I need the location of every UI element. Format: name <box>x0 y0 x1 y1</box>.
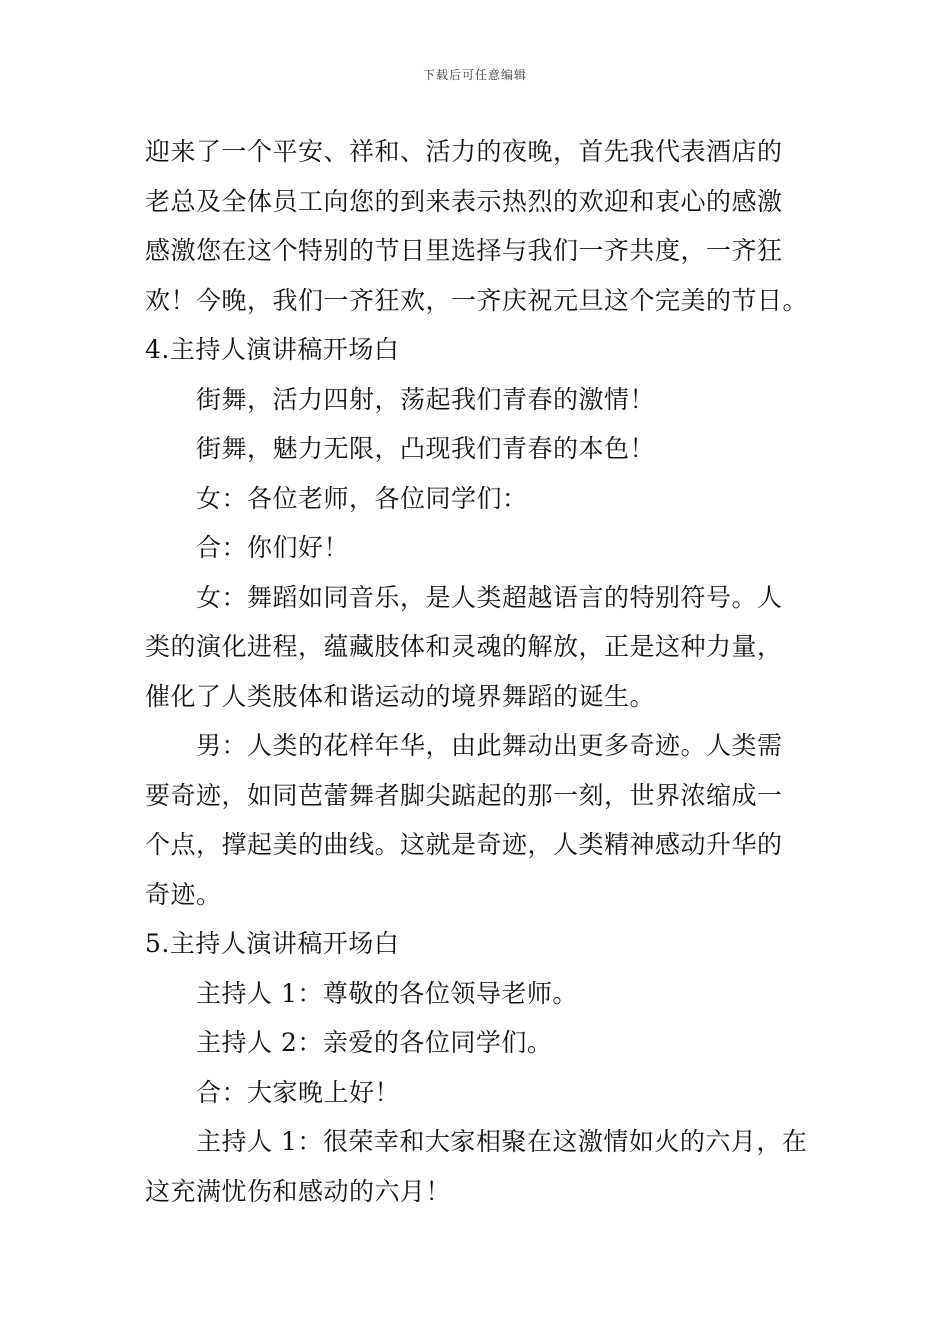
text-line: 个点，撑起美的曲线。这就是奇迹，人类精神感动升华的 <box>145 830 783 859</box>
text-line: 街舞，魅力无限，凸现我们青春的本色！ <box>196 434 656 463</box>
text-line: 奇迹。 <box>145 879 222 909</box>
text-line: 类的演化进程，蕴藏肢体和灵魂的解放，正是这种力量， <box>145 632 783 661</box>
text-line: 感激您在这个特别的节日里选择与我们一齐共度，一齐狂 <box>145 236 783 265</box>
text-line: 欢！今晚，我们一齐狂欢，一齐庆祝元旦这个完美的节日。 <box>145 285 809 315</box>
text-line: 迎来了一个平安、祥和、活力的夜晚，首先我代表酒店的 <box>145 137 783 166</box>
text-line: 老总及全体员工向您的到来表示热烈的欢迎和衷心的感激 <box>145 186 783 216</box>
text-line: 催化了人类肢体和谐运动的境界舞蹈的诞生。 <box>145 681 656 711</box>
text-line: 女：舞蹈如同音乐，是人类超越语言的特别符号。人 <box>196 582 783 612</box>
text-line: 合：你们好！ <box>196 533 350 562</box>
document-body <box>145 127 815 1216</box>
text-line: 街舞，活力四射，荡起我们青春的激情！ <box>196 384 656 414</box>
section-heading: 5.主持人演讲稿开场白 <box>145 929 400 958</box>
text-line: 主持人 2：亲爱的各位同学们。 <box>196 1028 553 1057</box>
page-header-note: 下载后可任意编辑 <box>422 68 527 82</box>
text-line: 男：人类的花样年华，由此舞动出更多奇迹。人类需 <box>196 731 783 760</box>
text-line: 女：各位老师，各位同学们： <box>196 483 528 513</box>
text-line: 主持人 1：很荣幸和大家相聚在这激情如火的六月，在 <box>196 1127 808 1156</box>
text-line: 主持人 1：尊敬的各位领导老师。 <box>196 978 578 1008</box>
section-heading: 4.主持人演讲稿开场白 <box>145 335 400 364</box>
text-line: 这充满忧伤和感动的六月！ <box>145 1176 452 1206</box>
text-line: 要奇迹，如同芭蕾舞者脚尖踮起的那一刻，世界浓缩成一 <box>145 780 783 810</box>
text-line: 合：大家晚上好！ <box>196 1077 401 1107</box>
